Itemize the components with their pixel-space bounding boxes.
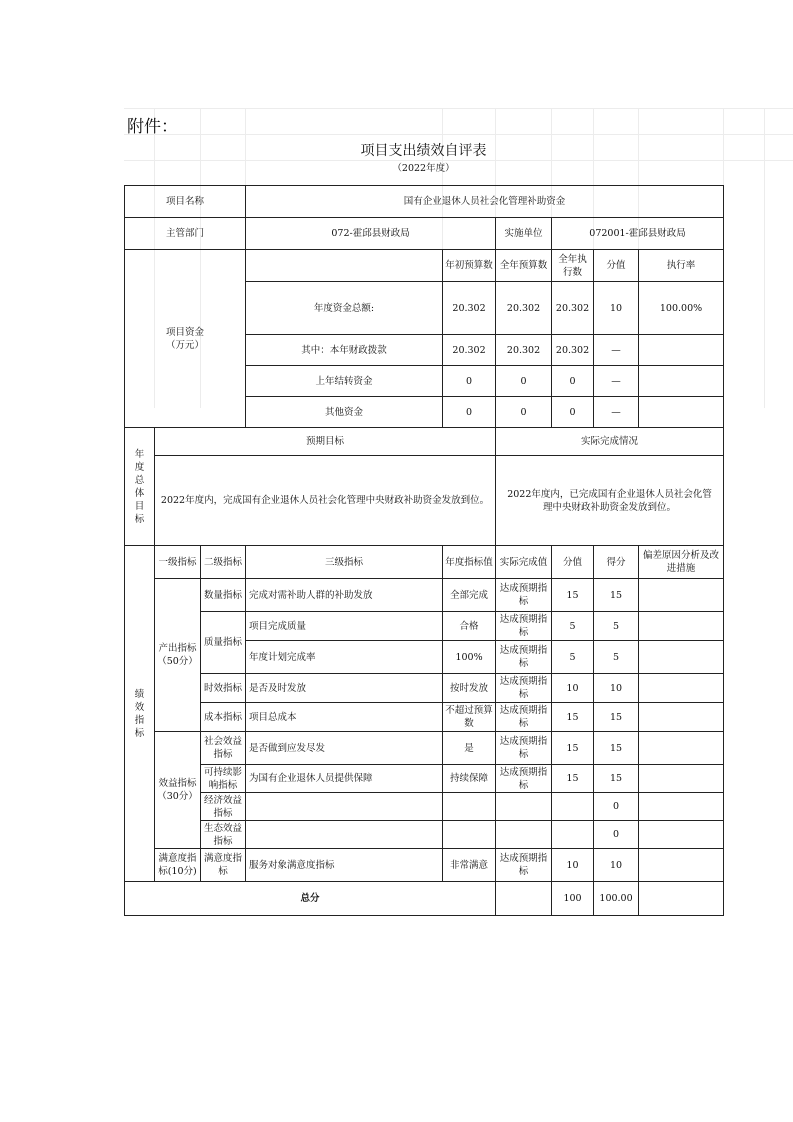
funds-row-label: 上年结转资金: [246, 366, 443, 397]
actual-goal-header: 实际完成情况: [496, 428, 724, 456]
funds-cell: 20.302: [443, 282, 496, 335]
indicator-lvl2: 生态效益指标: [201, 821, 246, 849]
indicator-row: [125, 612, 724, 641]
indicator-row: [125, 765, 724, 793]
indicator-got: 5: [594, 641, 639, 674]
attachment-label: 附件：: [127, 117, 178, 137]
indicator-target: [443, 793, 496, 821]
indicator-target: 是: [443, 732, 496, 765]
funds-cell: 0: [443, 397, 496, 428]
funds-cell: 20.302: [552, 335, 594, 366]
funds-header-blank: [246, 250, 443, 282]
impl-value: 072001-霍邱县财政局: [552, 218, 724, 250]
funds-cell: 20.302: [552, 282, 594, 335]
indicator-lvl2: 时效指标: [201, 674, 246, 703]
dept-label: 主管部门: [125, 218, 246, 250]
indicator-lvl2: 满意度指标: [201, 849, 246, 882]
indicator-actual: 达成预期指标: [496, 849, 552, 882]
indicator-reason: [639, 793, 724, 821]
funds-cell: 0: [496, 366, 552, 397]
indicator-reason: [639, 732, 724, 765]
indicator-row: [125, 849, 724, 882]
indicator-lvl2: 经济效益指标: [201, 793, 246, 821]
funds-row-label: 其中：本年财政拨款: [246, 335, 443, 366]
funds-cell: 0: [552, 397, 594, 428]
expected-goal-text: 2022年度内，完成国有企业退休人员社会化管理中央财政补助资金发放到位。: [155, 456, 496, 546]
indicator-actual: [496, 793, 552, 821]
indicator-score: 5: [552, 612, 594, 641]
funds-section-label: 项目资金 （万元）: [125, 250, 246, 428]
indicator-score: 5: [552, 641, 594, 674]
expected-goal-header: 预期目标: [155, 428, 496, 456]
indicator-score: 10: [552, 674, 594, 703]
indicator-actual: [496, 821, 552, 849]
indicator-score: 15: [552, 765, 594, 793]
ind-col-header: 得分: [594, 546, 639, 579]
indicator-got: 15: [594, 732, 639, 765]
funds-col-header: 全年执行数: [552, 250, 594, 282]
indicator-row: [125, 793, 724, 821]
funds-col-header: 分值: [594, 250, 639, 282]
indicator-target: 按时发放: [443, 674, 496, 703]
indicator-got: 15: [594, 703, 639, 732]
funds-cell: 0: [552, 366, 594, 397]
indicator-reason: [639, 612, 724, 641]
indicator-score: [552, 821, 594, 849]
funds-header-row: [125, 250, 724, 282]
indicators-section-label: 绩 效 指 标: [125, 546, 155, 882]
project-name-value: 国有企业退休人员社会化管理补助资金: [246, 186, 724, 218]
indicator-reason: [639, 821, 724, 849]
indicator-actual: 达成预期指标: [496, 612, 552, 641]
indicator-lvl3: 服务对象满意度指标: [246, 849, 443, 882]
funds-cell: 20.302: [496, 335, 552, 366]
indicator-lvl3: 项目完成质量: [246, 612, 443, 641]
indicator-got: 10: [594, 849, 639, 882]
indicator-actual: 达成预期指标: [496, 703, 552, 732]
ind-col-header: 实际完成值: [496, 546, 552, 579]
indicator-got: 5: [594, 612, 639, 641]
total-actual-blank: [496, 882, 552, 916]
total-label: 总分: [125, 882, 496, 916]
funds-cell: 10: [594, 282, 639, 335]
indicator-target: [443, 821, 496, 849]
self-evaluation-table: [124, 185, 724, 916]
funds-cell: 0: [496, 397, 552, 428]
indicator-target: 合格: [443, 612, 496, 641]
indicator-lvl2: 社会效益指标: [201, 732, 246, 765]
impl-label: 实施单位: [496, 218, 552, 250]
indicator-lvl3: [246, 793, 443, 821]
funds-row-label: 年度资金总额:: [246, 282, 443, 335]
indicator-score: 15: [552, 703, 594, 732]
funds-col-header: 全年预算数: [496, 250, 552, 282]
ind-col-header: 一级指标: [155, 546, 201, 579]
indicator-got: 10: [594, 674, 639, 703]
indicator-lvl3: 是否做到应发尽发: [246, 732, 443, 765]
indicator-actual: 达成预期指标: [496, 765, 552, 793]
indicator-reason: [639, 849, 724, 882]
indicator-lvl2: 成本指标: [201, 703, 246, 732]
indicator-lvl3: 年度计划完成率: [246, 641, 443, 674]
funds-col-header: 年初预算数: [443, 250, 496, 282]
actual-goal-text: 2022年度内，已完成国有企业退休人员社会化管理中央财政补助资金发放到位。: [496, 456, 724, 546]
indicators-header-row: [125, 546, 724, 579]
funds-cell: 0: [443, 366, 496, 397]
ind-col-header: 偏差原因分析及改进措施: [639, 546, 724, 579]
indicator-target: 全部完成: [443, 579, 496, 612]
goals-text-row: [125, 456, 724, 546]
funds-cell: —: [594, 366, 639, 397]
indicator-row: [125, 703, 724, 732]
indicator-lvl2: 质量指标: [201, 612, 246, 674]
indicator-row: [125, 821, 724, 849]
indicator-target: 100%: [443, 641, 496, 674]
funds-cell: 100.00%: [639, 282, 724, 335]
indicator-score: [552, 793, 594, 821]
indicator-got: 0: [594, 793, 639, 821]
total-reason-blank: [639, 882, 724, 916]
group-satisfaction-label: 满意度指 标(10分): [155, 849, 201, 882]
project-name-label: 项目名称: [125, 186, 246, 218]
funds-cell: 20.302: [443, 335, 496, 366]
indicator-score: 15: [552, 732, 594, 765]
indicator-score: 15: [552, 579, 594, 612]
indicator-row: [125, 732, 724, 765]
indicator-target: 非常满意: [443, 849, 496, 882]
indicator-actual: 达成预期指标: [496, 641, 552, 674]
indicator-reason: [639, 674, 724, 703]
funds-col-header: 执行率: [639, 250, 724, 282]
group-benefit-label: 效益指标 （30分）: [155, 732, 201, 849]
funds-cell: [639, 335, 724, 366]
indicator-reason: [639, 703, 724, 732]
indicator-lvl2: 数量指标: [201, 579, 246, 612]
group-output-label: 产出指标 （50分）: [155, 579, 201, 732]
indicator-row: [125, 674, 724, 703]
indicator-lvl3: 完成对需补助人群的补助发放: [246, 579, 443, 612]
indicator-reason: [639, 765, 724, 793]
indicator-got: 0: [594, 821, 639, 849]
indicator-lvl3: [246, 821, 443, 849]
indicator-lvl3: 项目总成本: [246, 703, 443, 732]
funds-cell: 20.302: [496, 282, 552, 335]
department-row: [125, 218, 724, 250]
goals-header-row: [125, 428, 724, 456]
funds-cell: —: [594, 397, 639, 428]
page-subtitle: （2022年度）: [392, 163, 455, 174]
indicator-actual: 达成预期指标: [496, 579, 552, 612]
indicator-row: [125, 579, 724, 612]
indicator-lvl3: 为国有企业退休人员提供保障: [246, 765, 443, 793]
indicator-got: 15: [594, 579, 639, 612]
funds-row-label: 其他资金: [246, 397, 443, 428]
total-got: 100.00: [594, 882, 639, 916]
indicator-actual: 达成预期指标: [496, 732, 552, 765]
ind-col-header: 分值: [552, 546, 594, 579]
funds-cell: —: [594, 335, 639, 366]
ind-col-header: 二级指标: [201, 546, 246, 579]
funds-cell: [639, 397, 724, 428]
indicator-lvl2: 可持续影响指标: [201, 765, 246, 793]
total-score: 100: [552, 882, 594, 916]
ind-col-header: 三级指标: [246, 546, 443, 579]
indicator-reason: [639, 579, 724, 612]
dept-value: 072-霍邱县财政局: [246, 218, 496, 250]
indicator-score: 10: [552, 849, 594, 882]
page-title: 项目支出绩效自评表: [360, 143, 487, 159]
indicator-lvl3: 是否及时发放: [246, 674, 443, 703]
indicator-reason: [639, 641, 724, 674]
total-row: [125, 882, 724, 916]
funds-cell: [639, 366, 724, 397]
indicator-target: 持续保障: [443, 765, 496, 793]
ind-col-header: 年度指标值: [443, 546, 496, 579]
project-name-row: [125, 186, 724, 218]
indicator-actual: 达成预期指标: [496, 674, 552, 703]
goals-section-label: 年 度 总 体 目 标: [125, 428, 155, 546]
indicator-target: 不超过预算数: [443, 703, 496, 732]
indicator-got: 15: [594, 765, 639, 793]
